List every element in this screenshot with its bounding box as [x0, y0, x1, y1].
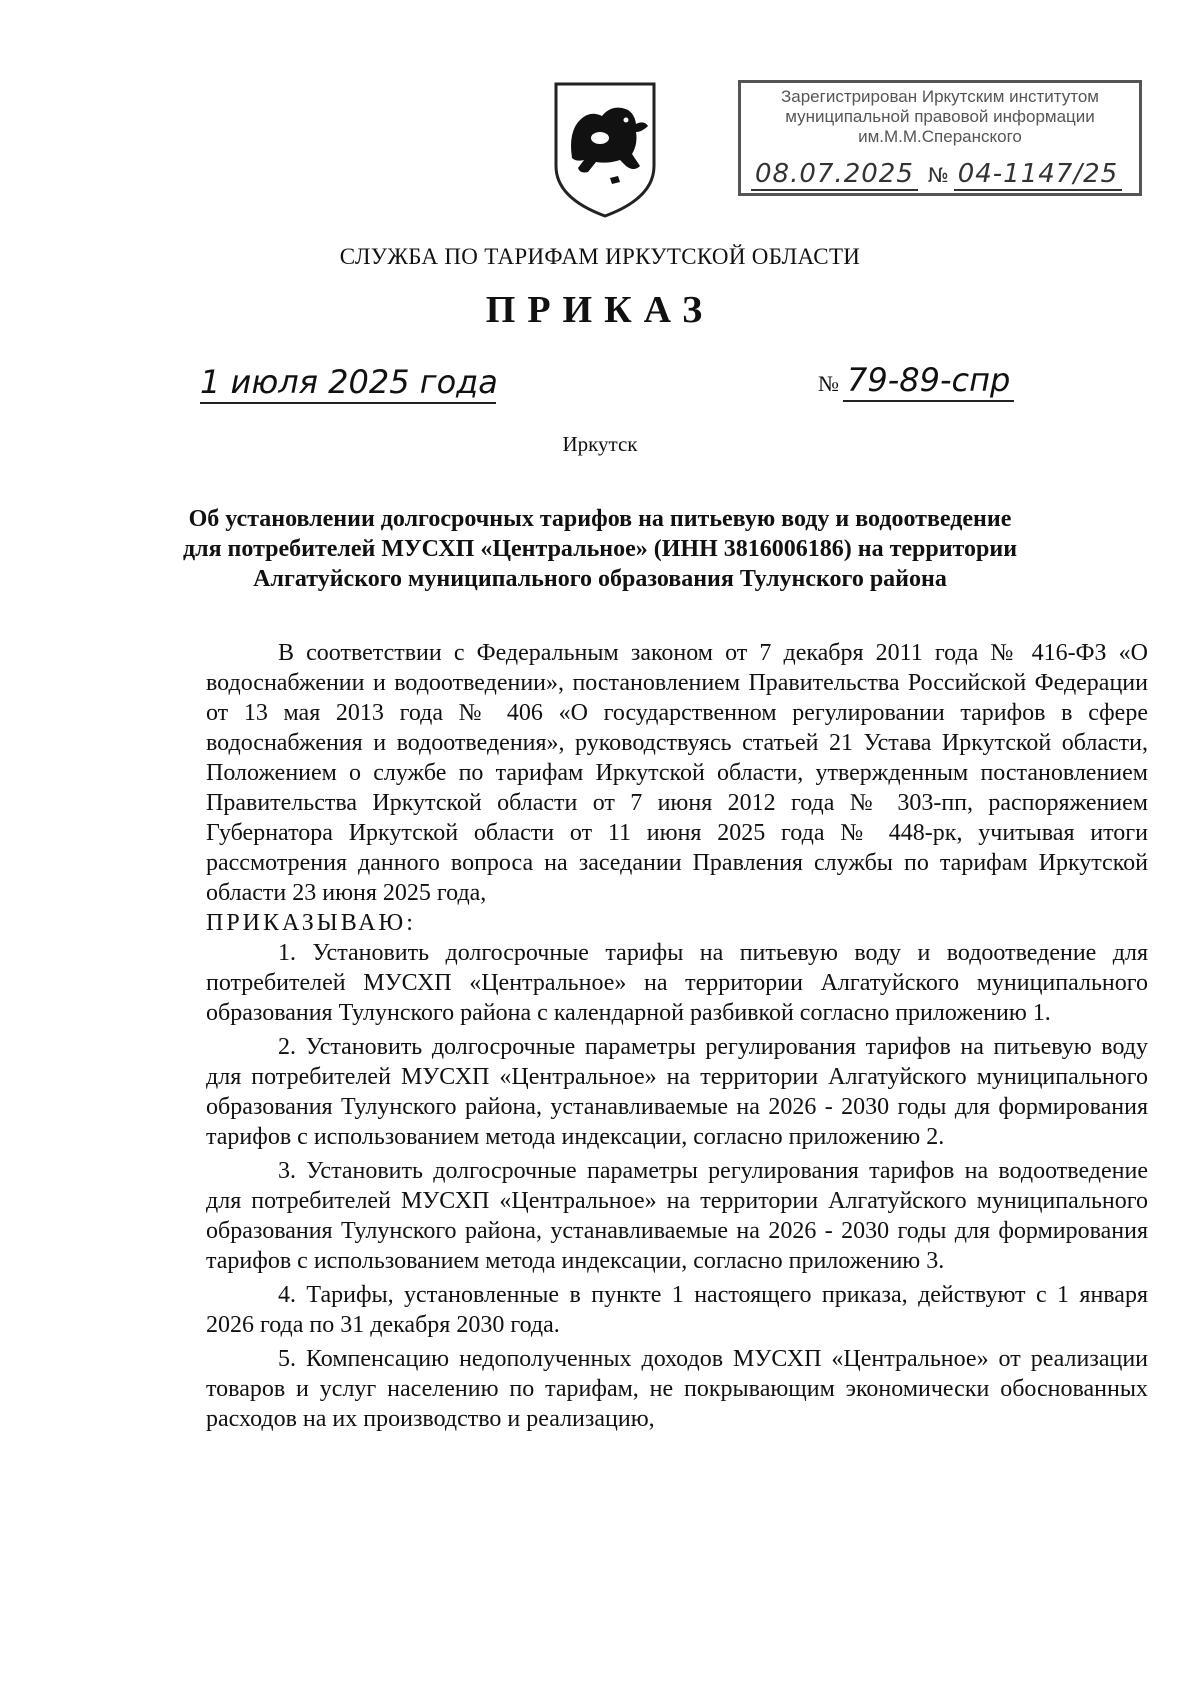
order-item: 2. Установить долгосрочные параметры регулирования тарифов на питьевую воду для потребителей МУСХП «Центральное» на территории Алгатуйского муниципального образования Тулунского района, устанавливаемые на 2026 - 2030 годы для формирования тарифов с использованием метода индексации, согласно приложению 2.: [206, 1034, 1148, 1150]
order-word: ПРИКАЗЫВАЮ:: [206, 910, 416, 936]
order-number-label: №: [818, 371, 839, 396]
order-item: 3. Установить долгосрочные параметры регулирования тарифов на водоотведение для потребителей МУСХП «Центральное» на территории Алгатуйского муниципального образования Тулунского района, устанавливаемые на 2026 - 2030 годы для формирования тарифов с использованием метода индексации, согласно приложению 3.: [206, 1158, 1148, 1274]
stamp-line: Зарегистрирован Иркутским институтом: [780, 87, 1099, 106]
order-number: 79-89-спр: [843, 360, 1014, 402]
stamp-line: им.М.М.Сперанского: [858, 127, 1022, 146]
order-date: 1 июля 2025 года: [200, 362, 496, 404]
document-body: [206, 638, 1148, 1434]
stamp-number-label: №: [927, 163, 950, 187]
order-item: 4. Тарифы, установленные в пункте 1 настоящего приказа, действуют с 1 января 2026 года по 31 декабря 2030 года.: [206, 1282, 1148, 1338]
order-item: 1. Установить долгосрочные тарифы на питьевую воду и водоотведение для потребителей МУСХП «Центральное» на территории Алгатуйского муниципального образования Тулунского района с календарной разбивкой согласно приложению 1.: [206, 940, 1148, 1026]
stamp-line: муниципальной правовой информации: [785, 107, 1095, 126]
preamble-paragraph: В соответствии с Федеральным законом от 7 декабря 2011 года № 416-ФЗ «О водоснабжении и водоотведении», постановлением Правительства Российской Федерации от 13 мая 2013 года № 406 «О государственном регулировании тарифов в сфере водоснабжения и водоотведения», руководствуясь статьей 21 Устава Иркутской области, Положением о службе по тарифам Иркутской области, утвержденным постановлением Правительства Иркутской области от 7 июня 2012 года № 303-пп, распоряжением Губернатора Иркутской области от 11 июня 2025 года № 448-рк, учитывая итоги рассмотрения данного вопроса на заседании Правления службы по тарифам Иркутской области 23 июня 2025 года,: [206, 640, 1148, 906]
document-title: Об установлении долгосрочных тарифов на питьевую воду и водоотведение для потребителей МУСХП «Центральное» (ИНН 3816006186) на территории Алгатуйского муниципального образования Тулунского района: [182, 506, 1018, 592]
city: Иркутск: [562, 432, 638, 456]
order-number-block: [818, 360, 1014, 404]
stamp-registration-date: 08.07.2025: [751, 159, 918, 191]
document-type: ПРИКАЗ: [485, 289, 715, 331]
organization-name: СЛУЖБА ПО ТАРИФАМ ИРКУТСКОЙ ОБЛАСТИ: [339, 244, 861, 269]
coat-of-arms-icon: [550, 80, 660, 220]
stamp-registration-entry: [751, 159, 1133, 189]
registration-stamp: [738, 80, 1142, 196]
stamp-registration-number: 04-1147/25: [954, 159, 1122, 191]
coat-of-arms-emblem: [550, 80, 660, 220]
order-item: 5. Компенсацию недополученных доходов МУСХП «Центральное» от реализации товаров и услуг населению по тарифам, не покрывающим экономически обоснованных расходов на их производство и реализацию,: [206, 1346, 1148, 1432]
